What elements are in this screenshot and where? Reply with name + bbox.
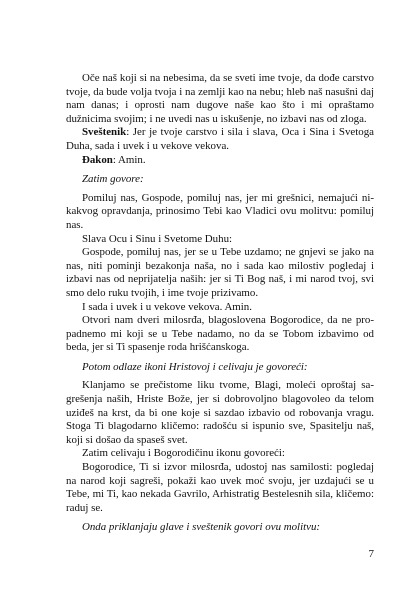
paragraph-deacon-line [66, 154, 374, 168]
paragraph-glory: Slava Ocu i Sinu i Svetome Duhu: [82, 232, 233, 245]
rubric-icon-of-christ: Potom odlaze ikoni Hristovoj i celivaju je govoreći: [82, 360, 308, 373]
paragraph-have-mercy: Pomiluj nas, Gospode, pomiluj nas, jer mi grešnici, nemajući nikakvog opravdanja, prinosimo Tebi kao Vladici ovu molitvu: pomiluj nas. [66, 191, 374, 231]
paragraph-kiss-theotokos-icon: Zatim celivaju i Bogorodičinu ikonu govoreći: [82, 447, 285, 460]
speaker-text: : Jer je tvoje carstvo i sila i slava, Oca i Sina i Svetoga Duha, sada i uvek i u vekove vekova. [66, 126, 374, 152]
paragraph-theotokos: Bogorodice, Ti si izvor milosrđa, udostoj nas samilosti: pogledaj na narod koji sagreši, pokaži kao uvek moć svoju, jer uzdajući se u Tebe, mi Ti, kao nekada Gavrilo, Arhistratig Bestelesnih sila, kličemo: raduj se. [66, 461, 374, 514]
paragraph-doors-of-mercy: Otvori nam dveri milosrđa, blagoslovena Bogorodice, da ne propadnemo mi koji se u Tebe nadamo, no da se Tobom izbavimo od beda, jer si Ti spasenje roda hrišćanskoga. [66, 314, 374, 354]
rubric-then-say: Zatim govore: [82, 173, 144, 186]
speaker-text: : Amin. [112, 153, 146, 166]
paragraph-lords-prayer: Oče naš koji si na nebesima, da se sveti ime tvoje, da dođe carstvo tvoje, da bude volja tvoja i na zemlji kao na nebu; hleb naš nasušni daj nam danas; i oprosti nam dugove naše kao što i mi opraštamo dužnicima svojim; i ne uvedi nas u iskušenje, no izbavi nas od zloga. [66, 72, 374, 125]
rubric-bow-heads: Onda priklanjaju glave i sveštenik govori ovu molitvu: [82, 521, 321, 534]
paragraph-we-bow: Klanjamo se prečistome liku tvome, Blagi, moleći oproštaj sagrešenja naših, Hriste Bože, jer si dobrovoljno blagovoleo da telom uziđeš na krst, da bi one koje si sazdao izbavio od robovanja vragu. Stoga Ti blagodarno kličemo: radošću si ispunio sve, Spasitelju naš, koji si došao da spaseš svet. [66, 379, 374, 446]
speaker-name: Sveštenik [82, 126, 127, 139]
paragraph-lord-mercy: Gospode, pomiluj nas, jer se u Tebe uzdamo; ne gnjevi se jako na nas, niti pominji bezakonja naša, no i sada kao milostiv pogledaj i izbavi nas od neprijatelja naših: jer si Ti Bog naš, i mi narod tvoj, svi smo delo ruku tvojih, i ime tvoje prizivamo. [66, 246, 374, 299]
speaker-name: Đakon [82, 153, 113, 166]
text-block [66, 72, 374, 540]
page-number: 7 [368, 548, 374, 560]
paragraph-now-ever: I sada i uvek i u vekove vekova. Amin. [82, 300, 252, 313]
paragraph-priest-line [66, 126, 374, 153]
